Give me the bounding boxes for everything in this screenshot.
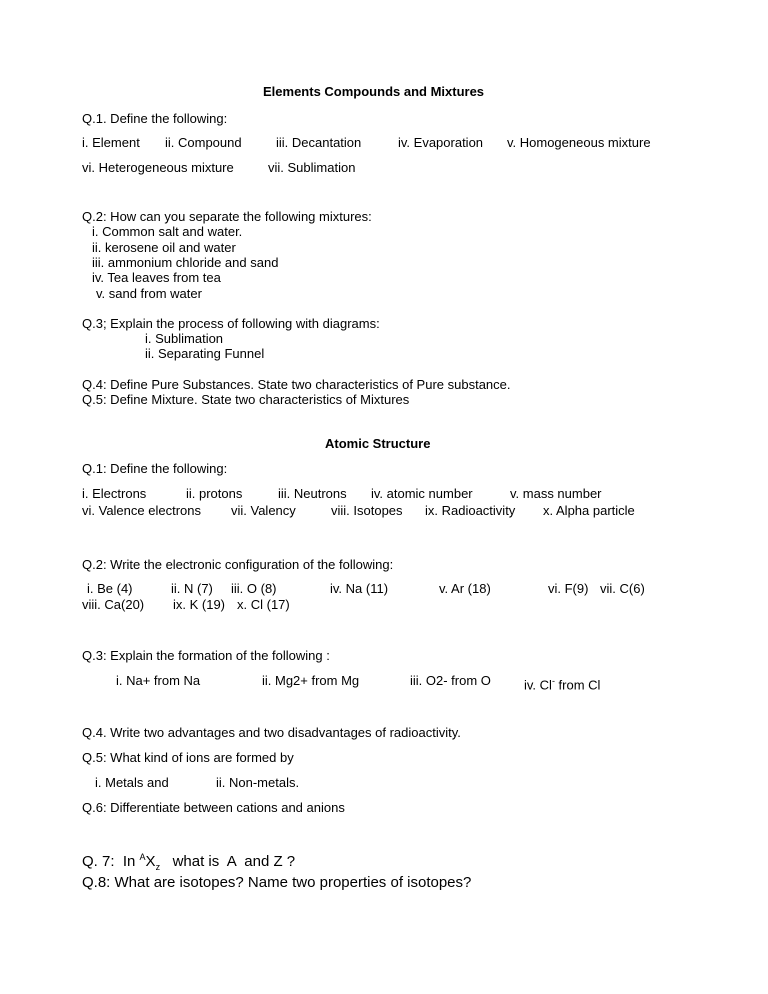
term: ix. Radioactivity xyxy=(425,503,516,518)
question: Q.4. Write two advantages and two disadvantages of radioactivity. xyxy=(82,725,461,740)
element: viii. Ca(20) xyxy=(82,597,145,612)
term: iii. Neutrons xyxy=(278,486,347,501)
element: ii. N (7) xyxy=(171,581,213,596)
ion-text: from Cl xyxy=(554,677,601,693)
list-item: iv. Tea leaves from tea xyxy=(92,270,221,285)
term: v. mass number xyxy=(510,486,602,501)
section-title: Atomic Structure xyxy=(325,436,431,451)
question: Q.2: How can you separate the following mixtures: xyxy=(82,209,372,224)
question: Q.5: Define Mixture. State two characteristics of Mixtures xyxy=(82,392,410,407)
list-item: i. Sublimation xyxy=(145,331,224,346)
element: vi. F(9) xyxy=(548,581,589,596)
question: Q.4: Define Pure Substances. State two characteristics of Pure substance. xyxy=(82,377,511,392)
question: Q.6: Differentiate between cations and anions xyxy=(82,800,345,815)
ion: iii. O2- from O xyxy=(410,673,491,688)
term: vii. Valency xyxy=(231,503,296,518)
mass-number: A xyxy=(139,852,146,862)
term: ii. protons xyxy=(186,486,243,501)
term: iii. Decantation xyxy=(276,135,362,150)
term: iv. Evaporation xyxy=(398,135,484,150)
question: Q.3; Explain the process of following with diagrams: xyxy=(82,316,380,331)
question: Q.8: What are isotopes? Name two properties of isotopes? xyxy=(82,874,472,891)
question: Q.5: What kind of ions are formed by xyxy=(82,750,294,765)
ion-text: iv. Cl xyxy=(524,677,552,693)
element: vii. C(6) xyxy=(600,581,645,596)
question: Q.2: Write the electronic configuration of the following: xyxy=(82,557,394,572)
list-item: iii. ammonium chloride and sand xyxy=(92,255,279,270)
term: vi. Valence electrons xyxy=(82,503,201,518)
list-item: ii. Non-metals. xyxy=(216,775,300,790)
question: Q.1: Define the following: xyxy=(82,461,228,476)
ion: i. Na+ from Na xyxy=(116,673,201,688)
list-item: i. Common salt and water. xyxy=(92,224,243,239)
list-item: ii. Separating Funnel xyxy=(145,346,265,361)
term: iv. atomic number xyxy=(371,486,473,501)
question: Q.3: Explain the formation of the following : xyxy=(82,648,330,663)
element-symbol: X xyxy=(145,853,156,870)
element: v. Ar (18) xyxy=(439,581,491,596)
ion: ii. Mg2+ from Mg xyxy=(262,673,360,688)
question: Q.1. Define the following: xyxy=(82,111,228,126)
atomic-number: z xyxy=(155,862,161,872)
term: v. Homogeneous mixture xyxy=(507,135,651,150)
element: ix. K (19) xyxy=(173,597,226,612)
list-item: ii. kerosene oil and water xyxy=(92,240,236,255)
section-title: Elements Compounds and Mixtures xyxy=(263,84,485,99)
term: ii. Compound xyxy=(165,135,242,150)
element: x. Cl (17) xyxy=(237,597,290,612)
charge: - xyxy=(551,676,555,686)
element: iv. Na (11) xyxy=(330,581,389,596)
term: vi. Heterogeneous mixture xyxy=(82,160,234,175)
ion xyxy=(524,673,600,693)
term: i. Electrons xyxy=(82,486,147,501)
term: vii. Sublimation xyxy=(268,160,356,175)
term: i. Element xyxy=(82,135,140,150)
list-item: i. Metals and xyxy=(95,775,169,790)
term: viii. Isotopes xyxy=(331,503,403,518)
q7-text: what is A and Z ? xyxy=(160,853,296,870)
q7-text: Q. 7: In xyxy=(82,853,140,870)
element: iii. O (8) xyxy=(231,581,277,596)
list-item: v. sand from water xyxy=(96,286,202,301)
term: x. Alpha particle xyxy=(543,503,635,518)
question xyxy=(82,848,295,876)
element: i. Be (4) xyxy=(87,581,133,596)
